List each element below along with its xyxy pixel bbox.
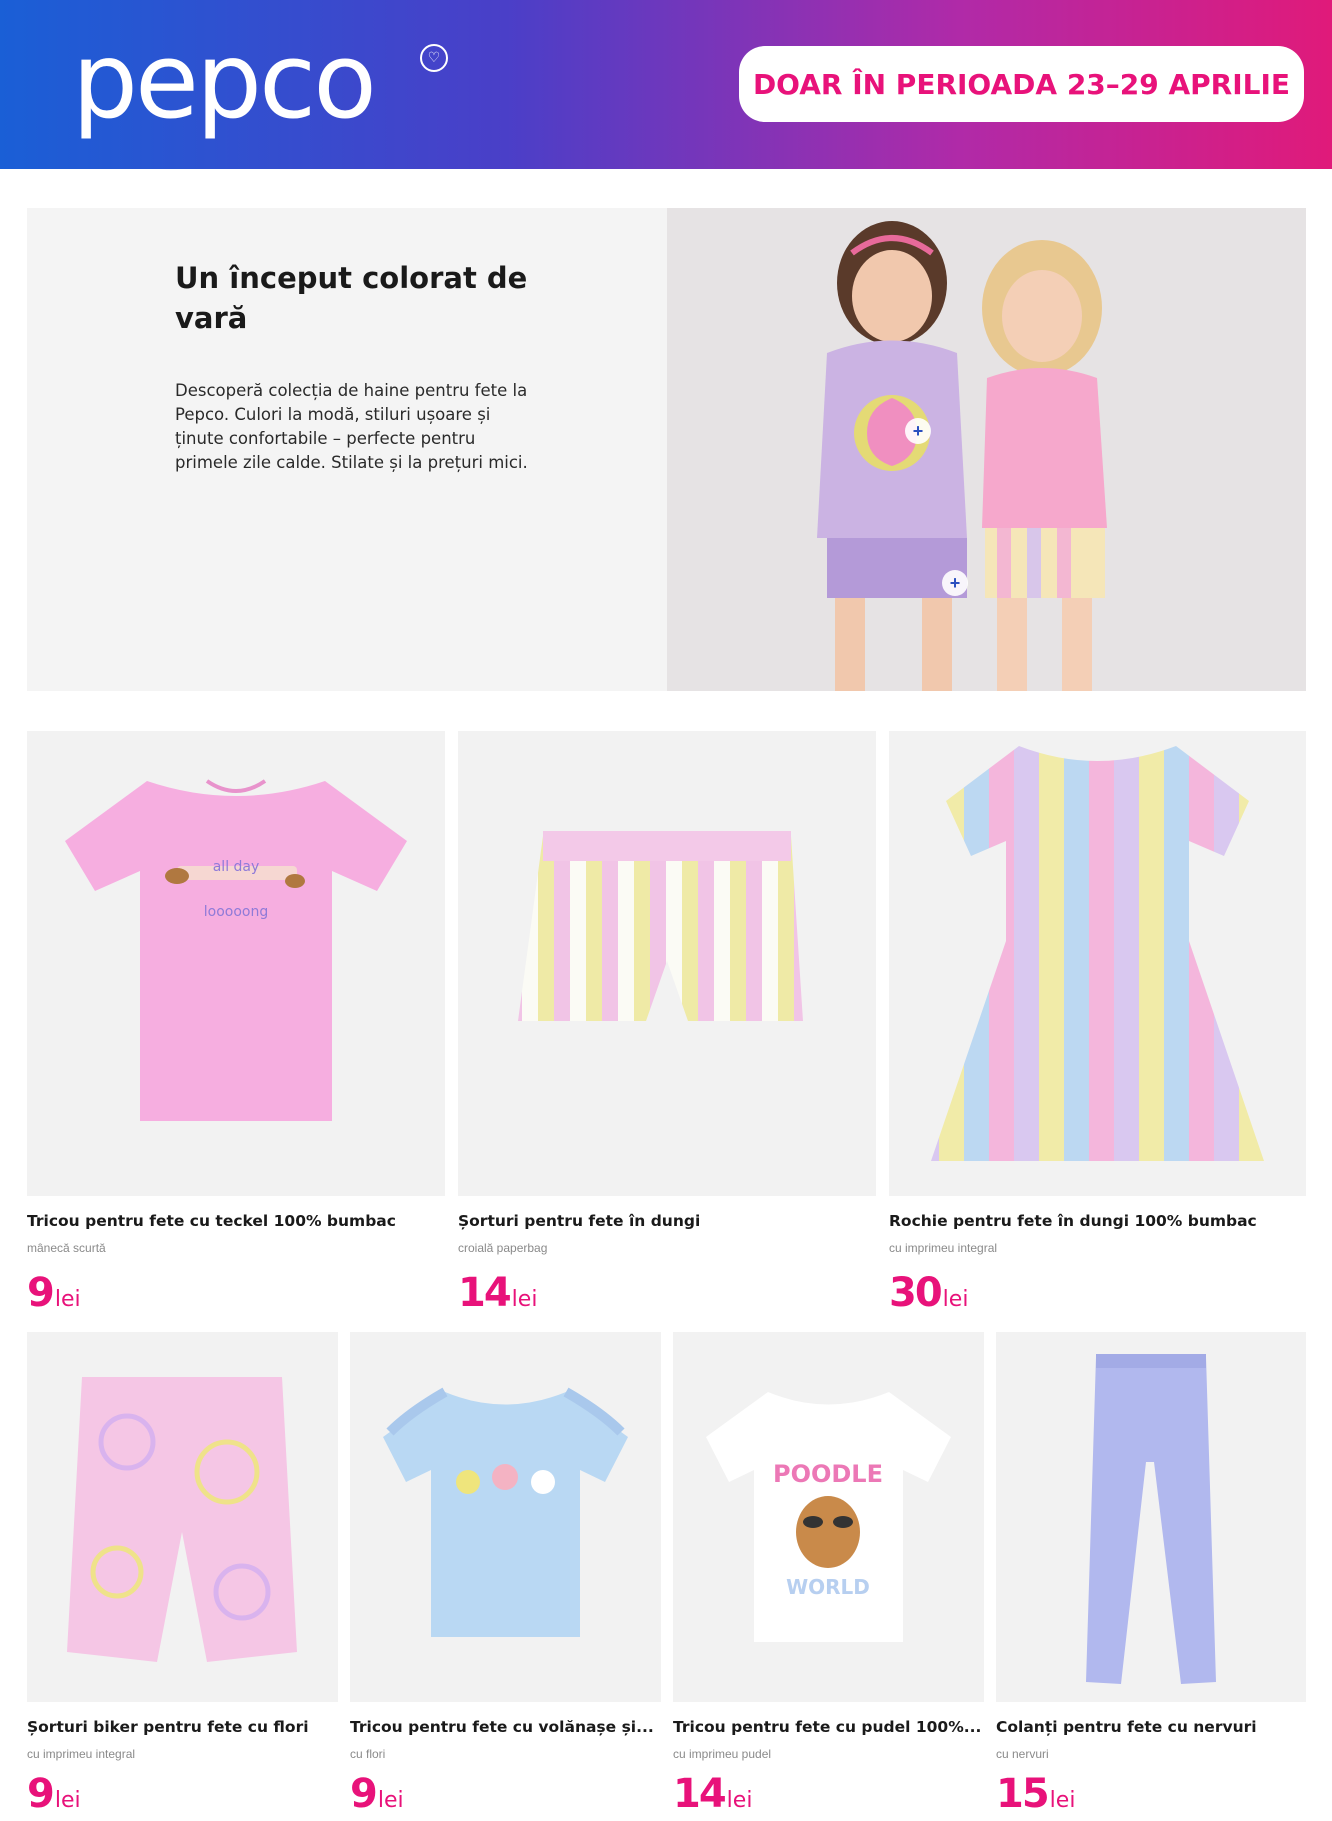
price-amount: 9 <box>27 1771 53 1817</box>
product-title[interactable]: Șorturi pentru fete în dungi <box>458 1212 701 1230</box>
pepco-logo[interactable]: pepco <box>72 20 374 142</box>
product-image[interactable] <box>673 1332 984 1702</box>
plus-icon[interactable]: + <box>905 418 931 444</box>
product-subtitle: mânecă scurtă <box>27 1241 106 1255</box>
price-amount: 9 <box>350 1771 376 1817</box>
product-image[interactable] <box>350 1332 661 1702</box>
product-price <box>458 1270 537 1316</box>
product-price <box>27 1771 81 1817</box>
svg-text:looooong: looooong <box>203 904 269 920</box>
product-image[interactable] <box>27 731 445 1196</box>
price-amount: 9 <box>27 1270 53 1316</box>
price-amount: 30 <box>889 1270 941 1316</box>
product-subtitle: cu flori <box>350 1747 386 1761</box>
svg-text:WORLD: WORLD <box>786 1575 870 1599</box>
svg-text:POODLE: POODLE <box>772 1460 884 1488</box>
product-image[interactable] <box>996 1332 1306 1702</box>
product-title[interactable]: Tricou pentru fete cu pudel 100%... <box>673 1718 982 1736</box>
ruffle-tshirt-illustration <box>350 1332 661 1702</box>
dress-illustration <box>889 731 1306 1196</box>
price-unit: lei <box>54 1788 81 1813</box>
price-amount: 14 <box>673 1771 725 1817</box>
product-subtitle: cu imprimeu integral <box>889 1241 998 1255</box>
hero-description: Descoperă colecția de haine pentru fete la Pepco. Culori la modă, stiluri ușoare și ținute confortabile – perfecte pentru primele zile calde. Stilate și la prețuri mici. <box>175 381 528 472</box>
product-subtitle: cu imprimeu pudel <box>673 1747 772 1761</box>
product-price <box>889 1270 968 1316</box>
leggings-illustration <box>996 1332 1306 1702</box>
product-image[interactable] <box>27 1332 338 1702</box>
svg-text:all day: all day <box>212 859 260 875</box>
product-title[interactable]: Tricou pentru fete cu volănașe și... <box>350 1718 654 1736</box>
promo-badge: DOAR ÎN PERIOADA 23–29 APRILIE <box>739 46 1304 122</box>
product-price <box>673 1771 752 1817</box>
product-image[interactable] <box>889 731 1306 1196</box>
product-price <box>350 1771 404 1817</box>
price-unit: lei <box>942 1287 969 1312</box>
hero-title: Un început colorat de vară <box>175 261 528 335</box>
price-unit: lei <box>511 1287 538 1312</box>
shorts-illustration <box>458 731 876 1196</box>
product-price <box>27 1270 81 1316</box>
price-unit: lei <box>1049 1788 1076 1813</box>
price-unit: lei <box>726 1788 753 1813</box>
poodle-tshirt-illustration <box>673 1332 984 1702</box>
product-title[interactable]: Rochie pentru fete în dungi 100% bumbac <box>889 1212 1257 1230</box>
plus-icon[interactable]: + <box>942 570 968 596</box>
product-title[interactable]: Colanți pentru fete cu nervuri <box>996 1718 1257 1736</box>
product-subtitle: cu imprimeu integral <box>27 1747 136 1761</box>
product-subtitle: cu nervuri <box>996 1747 1049 1761</box>
price-unit: lei <box>54 1287 81 1312</box>
price-amount: 15 <box>996 1771 1048 1817</box>
hero-image <box>667 208 1306 691</box>
product-price <box>996 1771 1075 1817</box>
header-banner <box>0 0 1332 169</box>
product-title[interactable]: Șorturi biker pentru fete cu flori <box>27 1718 309 1736</box>
product-title[interactable]: Tricou pentru fete cu teckel 100% bumbac <box>27 1212 396 1230</box>
price-amount: 14 <box>458 1270 510 1316</box>
price-unit: lei <box>377 1788 404 1813</box>
tshirt-illustration <box>27 731 445 1196</box>
heart-icon: ♡ <box>420 44 448 72</box>
product-subtitle: croială paperbag <box>458 1241 548 1255</box>
hero-photo-illustration <box>667 208 1306 691</box>
product-image[interactable] <box>458 731 876 1196</box>
biker-shorts-illustration <box>27 1332 338 1702</box>
